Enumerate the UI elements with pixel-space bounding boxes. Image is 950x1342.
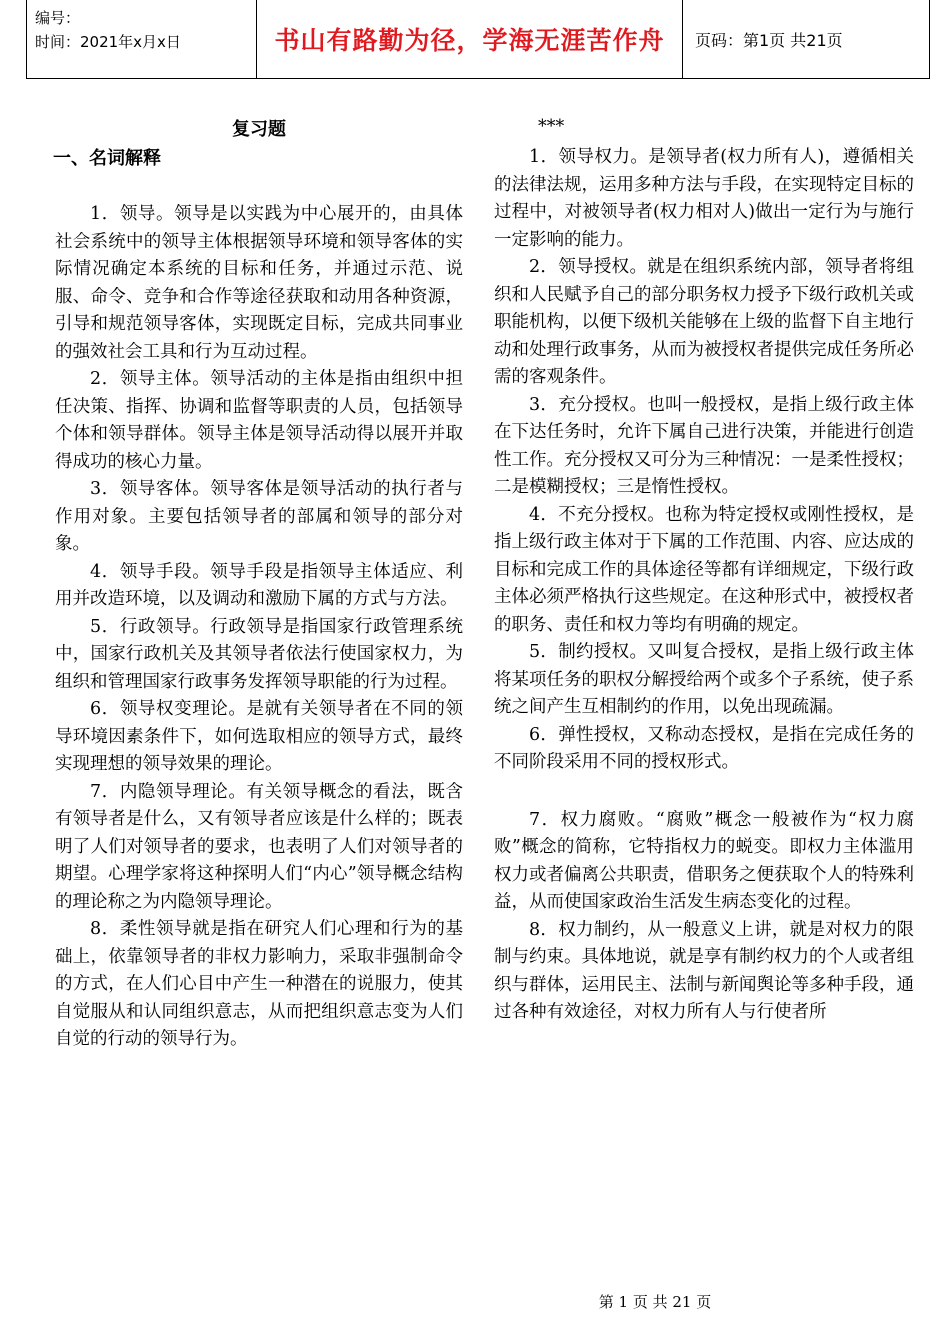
term-paragraph: 8．柔性领导就是指在研究人们心理和行为的基础上，依靠领导者的非权力影响力，采取非强制命令的方式，在人们心目中产生一种潜在的说服力，使其自觉服从和认同组织意志，从而把组织意志变为人们自觉的行动的领导行为。 xyxy=(55,919,463,1049)
right-column xyxy=(494,116,914,1027)
term-paragraph: 6．领导权变理论。是就有关领导者在不同的领导环境因素条件下，如何选取相应的领导方式，最终实现理想的领导效果的理论。 xyxy=(55,699,463,774)
paragraph-gap xyxy=(494,777,914,807)
term-paragraph: 2．领导主体。领导活动的主体是指由组织中担任决策、指挥、协调和监督等职责的人员，包括领导个体和领导群体。领导主体是领导活动得以展开并取得成功的核心力量。 xyxy=(55,369,463,472)
header-motto: 书山有路勤为径，学海无涯苦作舟 xyxy=(257,0,683,78)
document-date: 时间：2021年x月x日 xyxy=(35,33,181,51)
term-paragraph: 2．领导授权。就是在组织系统内部，领导者将组织和人民赋予自己的部分职务权力授予下级行政机关或职能机构，以便下级机关能够在上级的监督下自主地行动和处理行政事务，从而为被授权者提供完成任务所必需的客观条件。 xyxy=(494,257,914,387)
header-meta xyxy=(27,0,257,78)
term-paragraph: 7．内隐领导理论。有关领导概念的看法，既含有领导者是什么，又有领导者应该是什么样的；既表明了人们对领导者的要求，也表明了人们对领导者的期望。心理学家将这种探明人们“内心”领导概念结构的理论称之为内隐领导理论。 xyxy=(55,781,463,912)
separator-stars: *** xyxy=(538,117,565,137)
section-heading: 一、名词解释 xyxy=(53,148,161,169)
term-paragraph: 6．弹性授权，又称动态授权，是指在完成任务的不同阶段采用不同的授权形式。 xyxy=(494,724,914,772)
document-number-label: 编号： xyxy=(35,9,81,27)
term-paragraph: 5．行政领导。行政领导是指国家行政管理系统中，国家行政机关及其领导者依法行使国家权力，为组织和管理国家行政事务发挥领导职能的行为过程。 xyxy=(55,616,463,692)
term-paragraph: 1．领导。领导是以实践为中心展开的，由具体社会系统中的领导主体根据领导环境和领导客体的实际情况确定本系统的目标和任务，并通过示范、说服、命令、竞争和合作等途径获取和动用各种资源，引导和规范领导客体，实现既定目标，完成共同事业的强效社会工具和行为互动过程。 xyxy=(55,204,463,362)
term-paragraph: 4．领导手段。领导手段是指领导主体适应、利用并改造环境，以及调动和激励下属的方式与方法。 xyxy=(55,561,463,609)
term-paragraph: 7．权力腐败。“腐败”概念一般被作为“权力腐败”概念的简称，它特指权力的蜕变。即权力主体滥用权力或者偏离公共职责，借职务之便获取个人的特殊利益，从而使国家政治生活发生病态变化的过程。 xyxy=(494,809,914,912)
term-paragraph: 3．充分授权。也叫一般授权，是指上级行政主体在下达任务时，允许下属自己进行决策，并能进行创造性工作。充分授权又可分为三种情况：一是柔性授权；二是模糊授权；三是惰性授权。 xyxy=(494,394,914,497)
term-paragraph: 3．领导客体。领导客体是领导活动的执行者与作用对象。主要包括领导者的部属和领导的部分对象。 xyxy=(55,479,463,554)
left-column xyxy=(55,116,463,1054)
page-header xyxy=(26,0,930,79)
term-paragraph: 4．不充分授权。也称为特定授权或刚性授权，是指上级行政主体对于下属的工作范围、内容、应达成的目标和完成工作的具体途径等都有详细规定，下级行政主体必须严格执行这些规定。在这种形式中，被授权者的职务、责任和权力等均有明确的规定。 xyxy=(494,504,914,635)
page-footer: 第 1 页 共 21 页 xyxy=(598,1293,712,1311)
term-paragraph: 1．领导权力。是领导者(权力所有人)，遵循相关的法律法规，运用多种方法与手段，在实现特定目标的过程中，对被领导者(权力相对人)做出一定行为与施行一定影响的能力。 xyxy=(494,147,914,250)
header-page-info: 页码：第1页 共21页 xyxy=(695,30,843,50)
term-paragraph: 8．权力制约，从一般意义上讲，就是对权力的限制与约束。具体地说，就是享有制约权力的个人或者组织与群体，运用民主、法制与新闻舆论等多种手段，通过各种有效途径，对权力所有人与行使者所 xyxy=(494,919,914,1022)
document-title: 复习题 xyxy=(232,119,286,140)
term-paragraph: 5．制约授权。又叫复合授权，是指上级行政主体将某项任务的职权分解授给两个或多个子系统，使子系统之间产生互相制约的作用，以免出现疏漏。 xyxy=(494,642,914,717)
